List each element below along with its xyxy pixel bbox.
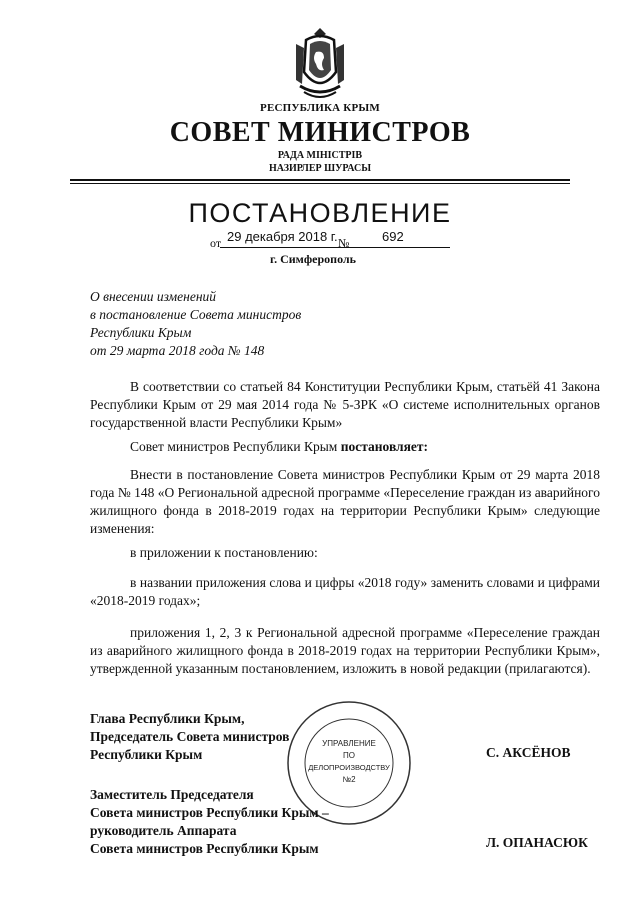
stamp-line-1: УПРАВЛЕНИЕ [322, 739, 376, 748]
coat-of-arms-emblem [290, 24, 350, 102]
signatory-head-name: С. АКСЁНОВ [486, 745, 571, 760]
paragraph-resolves: Совет министров Республики Крым постановляет: [130, 439, 429, 454]
republic-name: РЕСПУБЛИКА КРЫМ [260, 102, 380, 114]
decree-number: 692 [382, 229, 404, 244]
signatory-title-line: Глава Республики Крым, [90, 711, 245, 726]
paragraph-title-change: в названии приложения слова и цифры «2018 году» заменить словами и цифрами «2018-2019 годах»; [90, 575, 600, 608]
paragraph-legal-basis: В соответствии со статьей 84 Конституции Республики Крым, статьёй 41 Закона Республики Крым от 29 мая 2014 года № 5-ЗРК «О системе исполнительных органов государственной власти Республики Крым» [90, 379, 600, 430]
date-prefix-label: от [210, 236, 222, 250]
signatory-title-line: Председатель Совета министров [90, 729, 290, 744]
signatory-title-line: Республики Крым [90, 747, 203, 762]
header-divider-thin [70, 183, 570, 184]
signatory-title-line: Совета министров Республики Крым – [90, 805, 329, 820]
decree-date: 29 декабря 2018 г. [227, 229, 338, 244]
subject-line: Республики Крым [90, 325, 192, 340]
paragraph-appendix: в приложении к постановлению: [130, 545, 318, 560]
signatory-head-block [90, 710, 289, 764]
subject-line: О внесении изменений [90, 289, 217, 304]
stamp-line-3: ДЕЛОПРОИЗВОДСТВУ [308, 763, 390, 772]
council-name: СОВЕТ МИНИСТРОВ [169, 117, 471, 148]
decree-date-number-line [210, 229, 450, 250]
stamp-line-2: ПО [343, 751, 355, 760]
paragraph-amendment: Внести в постановление Совета министров Республики Крым от 29 марта 2018 года № 148 «О Региональной адресной программе «Переселение граждан из аварийного жилищного фонда в 2018-2019 годах на территории Республики Крым» следующие изменения: [90, 467, 600, 536]
header-divider-thick [70, 179, 570, 181]
resolves-word: постановляет: [340, 439, 429, 454]
document-title: ПОСТАНОВЛЕНИЕ [188, 198, 452, 228]
subject-line: от 29 марта 2018 года № 148 [90, 343, 265, 358]
council-name-crimean-tatar: НАЗИРЛЕР ШУРАСЫ [268, 163, 372, 174]
signatory-title-line: Совета министров Республики Крым [90, 841, 319, 856]
signatory-title-line: Заместитель Председателя [90, 787, 254, 802]
stamp-line-4: №2 [342, 775, 356, 784]
signatory-title-line: руководитель Аппарата [90, 823, 237, 838]
subject-line: в постановление Совета министров [90, 307, 302, 322]
signatory-deputy-block [90, 786, 329, 858]
city-name: г. Симферополь [270, 252, 356, 266]
paragraph-new-edition: приложения 1, 2, 3 к Региональной адресной программе «Переселение граждан из аварийного жилищного фонда в 2018-2019 годах на территории Республики Крым», утвержденной указанным постановлением, изложить в новой редакции (прилагаются). [90, 625, 600, 676]
signatory-deputy-name: Л. ОПАНАСЮК [486, 835, 588, 850]
council-name-ukrainian: РАДА МІНІСТРІВ [277, 150, 363, 161]
date-underline [220, 247, 450, 248]
number-label: № [338, 236, 350, 250]
decree-subject [90, 288, 390, 360]
